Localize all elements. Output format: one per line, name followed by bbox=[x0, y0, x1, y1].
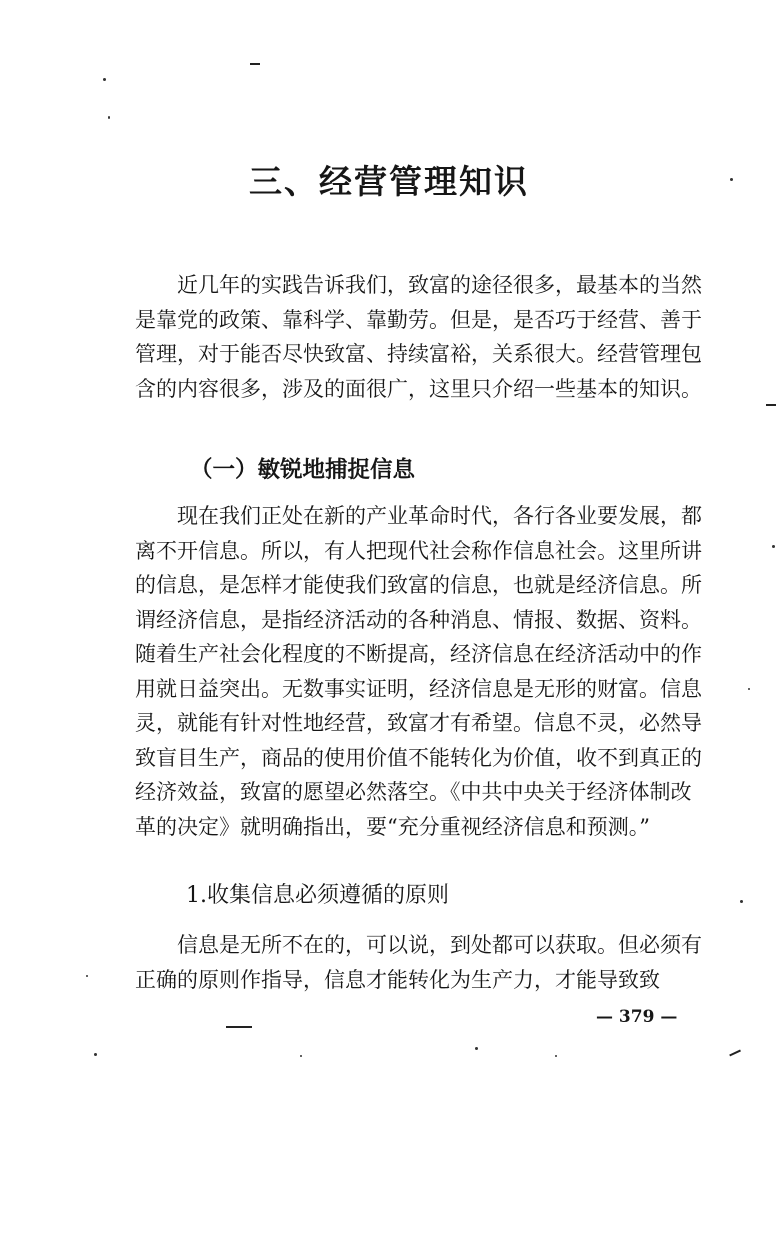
section-paragraph: 现在我们正处在新的产业革命时代，各行各业要发展，都离不开信息。所以，有人把现代社会称作信息社会。这里所讲的信息，是怎样才能使我们致富的信息，也就是经济信息。所谓经济信息，是指经济活动的各种消息、情报、数据、资料。随着生产社会化程度的不断提高，经济信息在经济活动中的作用就日益突出。无数事实证明，经济信息是无形的财富。信息灵，就能有针对性地经营，致富才有希望。信息不灵，必然导致盲目生产，商品的使用价值不能转化为价值，收不到真正的经济效益，致富的愿望必然落空。《中共中央关于经济体制改革的决定》就明确指出，要“充分重视经济信息和预测。” bbox=[135, 504, 702, 839]
scan-speck bbox=[86, 975, 88, 977]
scan-mark bbox=[250, 63, 260, 65]
scan-speck bbox=[730, 178, 733, 181]
scan-speck bbox=[748, 688, 750, 690]
chapter-title: 三、经营管理知识 bbox=[249, 162, 529, 201]
scan-mark bbox=[226, 1026, 252, 1028]
intro-paragraph: 近几年的实践告诉我们，致富的途径很多，最基本的当然是靠党的政策、靠科学、靠勤劳。但是，是否巧于经营、善于管理，对于能否尽快致富、持续富裕，关系很大。经营管理包含的内容很多，涉及的面很广，这里只介绍一些基本的知识。 bbox=[135, 273, 702, 401]
scan-speck bbox=[300, 1055, 302, 1057]
scan-speck bbox=[555, 1055, 557, 1057]
scan-mark bbox=[729, 1050, 741, 1057]
scan-speck bbox=[103, 78, 106, 81]
scan-speck bbox=[94, 1053, 97, 1056]
scan-speck bbox=[772, 545, 775, 548]
section-heading: （一）敏锐地捕捉信息 bbox=[190, 457, 416, 483]
scan-speck bbox=[108, 116, 110, 119]
scan-speck bbox=[475, 1047, 478, 1050]
page-number: — 379 — bbox=[596, 1007, 678, 1027]
closing-paragraph: 信息是无所不在的，可以说，到处都可以获取。但必须有正确的原则作指导，信息才能转化为生产力，才能导致致 bbox=[135, 933, 702, 992]
scan-speck bbox=[740, 900, 743, 903]
sub-heading: 1.收集信息必须遵循的原则 bbox=[186, 883, 449, 908]
scan-mark bbox=[766, 404, 776, 406]
